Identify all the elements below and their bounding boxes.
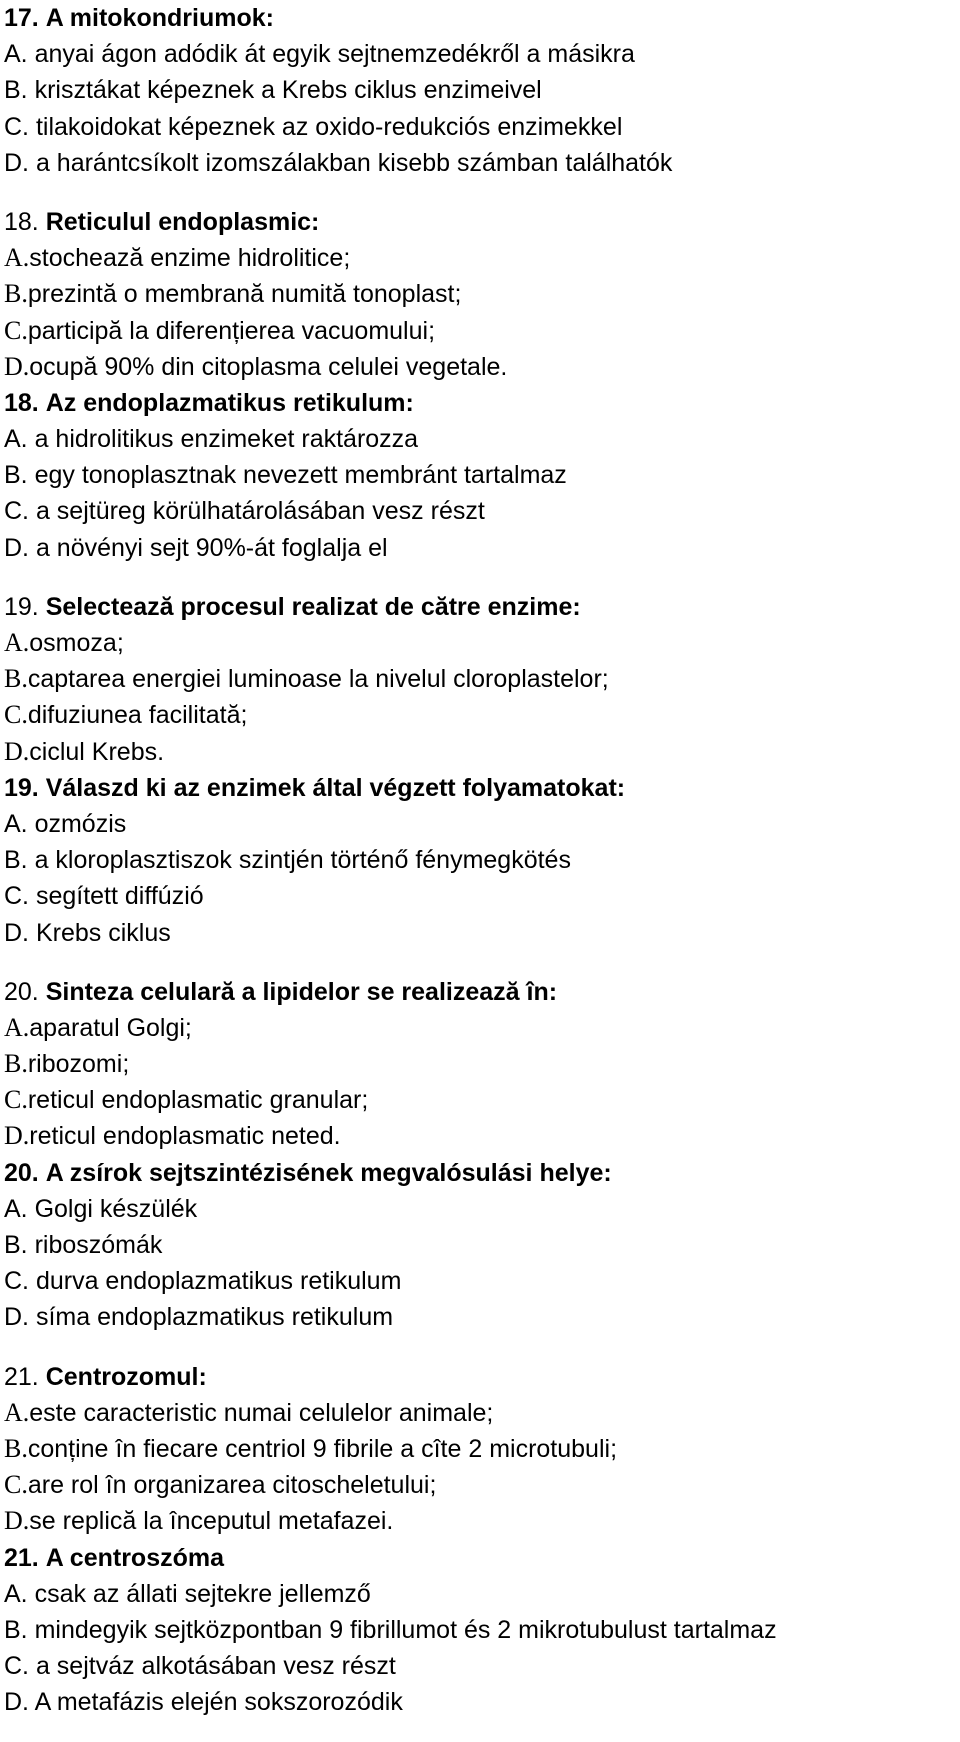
question-number: 20. xyxy=(4,977,39,1006)
answer-option xyxy=(4,493,960,529)
answer-option xyxy=(4,878,960,914)
option-letter: C. xyxy=(4,497,29,526)
answer-option xyxy=(4,240,960,276)
option-text: a sejtüreg körülhatárolásában vesz részt xyxy=(35,497,485,526)
answer-option xyxy=(4,915,960,951)
answer-option xyxy=(4,1191,960,1227)
answer-option xyxy=(4,1299,960,1335)
option-letter: D. xyxy=(4,533,29,562)
option-text: este caracteristic numai celulelor animale; xyxy=(29,1398,494,1427)
option-text: A metafázis elején sokszorozódik xyxy=(34,1688,403,1717)
option-text: Golgi készülék xyxy=(34,1194,198,1223)
answer-option xyxy=(4,1227,960,1263)
option-letter: D. xyxy=(4,1303,29,1332)
question-text: A zsírok sejtszintézisének megvalósulási helye: xyxy=(45,1158,612,1187)
answer-option xyxy=(4,1648,960,1684)
question-block xyxy=(4,974,960,1155)
answer-option xyxy=(4,1576,960,1612)
option-letter: A. xyxy=(4,243,30,273)
answer-option xyxy=(4,1684,960,1720)
option-letter: A. xyxy=(4,628,30,657)
option-letter: A. xyxy=(4,1397,30,1427)
question-text: Az endoplazmatikus retikulum: xyxy=(45,388,414,417)
answer-option xyxy=(4,1082,960,1118)
option-text: osmoza; xyxy=(29,629,124,657)
option-letter: D. xyxy=(4,918,29,947)
option-text: ciclul Krebs. xyxy=(29,737,165,766)
option-text: síma endoplazmatikus retikulum xyxy=(35,1303,394,1332)
option-letter: D. xyxy=(4,1121,30,1151)
option-letter: B. xyxy=(4,1615,28,1644)
question-number: 20. xyxy=(4,1158,39,1187)
answer-option xyxy=(4,734,960,770)
question-text: Centrozomul: xyxy=(45,1362,207,1391)
answer-option xyxy=(4,1431,960,1467)
option-letter: B. xyxy=(4,846,28,875)
question-number: 17. xyxy=(4,4,39,32)
option-letter: A. xyxy=(4,1579,28,1608)
option-letter: A. xyxy=(4,40,28,69)
answer-option xyxy=(4,530,960,566)
question-title xyxy=(4,0,960,36)
option-text: anyai ágon adódik át egyik sejtnemzedékről a másikra xyxy=(34,40,635,69)
answer-option xyxy=(4,109,960,145)
option-text: difuziunea facilitată; xyxy=(27,701,248,730)
answer-option xyxy=(4,842,960,878)
option-letter: C. xyxy=(4,1085,28,1115)
option-letter: C. xyxy=(4,315,28,345)
question-number: 18. xyxy=(4,207,39,236)
option-letter: D. xyxy=(4,351,30,381)
question-text: Válaszd ki az enzimek által végzett folyamatokat: xyxy=(45,773,626,802)
question-title xyxy=(4,1155,960,1191)
block-gap xyxy=(4,951,960,974)
question-block xyxy=(4,1540,960,1721)
option-letter: A. xyxy=(4,425,28,454)
question-title xyxy=(4,385,960,421)
option-letter: C. xyxy=(4,1267,29,1296)
option-text: aparatul Golgi; xyxy=(29,1013,192,1042)
option-letter: A. xyxy=(4,1012,30,1042)
question-block xyxy=(4,204,960,385)
question-title xyxy=(4,1359,960,1395)
option-letter: D. xyxy=(4,736,30,766)
question-number: 19. xyxy=(4,773,39,802)
option-letter: B. xyxy=(4,76,28,105)
answer-option xyxy=(4,1503,960,1539)
option-letter: B. xyxy=(4,1231,28,1259)
option-text: riboszómák xyxy=(34,1231,163,1259)
option-text: segített diffúzió xyxy=(35,882,204,911)
answer-option xyxy=(4,1395,960,1431)
answer-option xyxy=(4,145,960,181)
question-block xyxy=(4,1359,960,1540)
option-letter: B. xyxy=(4,461,28,490)
question-number: 18. xyxy=(4,388,39,417)
option-text: krisztákat képeznek a Krebs ciklus enzimeivel xyxy=(34,76,542,105)
option-text: ocupă 90% din citoplasma celulei vegetale. xyxy=(29,352,508,381)
option-text: mindegyik sejtközpontban 9 fibrillumot és 2 mikrotubulust tartalmaz xyxy=(34,1615,777,1644)
option-text: egy tonoplasztnak nevezett membránt tartalmaz xyxy=(34,461,567,490)
block-gap xyxy=(4,566,960,589)
question-text: Reticulul endoplasmic: xyxy=(45,207,320,236)
question-text: A mitokondriumok: xyxy=(45,4,274,32)
answer-option xyxy=(4,1010,960,1046)
option-text: tilakoidokat képeznek az oxido-redukciós enzimekkel xyxy=(35,112,623,141)
option-text: captarea energiei luminoase la nivelul cloroplastelor; xyxy=(27,665,609,694)
answer-option xyxy=(4,421,960,457)
option-text: a hidrolitikus enzimeket raktározza xyxy=(34,425,419,454)
answer-option xyxy=(4,806,960,842)
answer-option xyxy=(4,36,960,72)
question-block xyxy=(4,0,960,181)
answer-option xyxy=(4,697,960,733)
option-text: se replică la începutul metafazei. xyxy=(29,1507,394,1536)
option-letter: A. xyxy=(4,1194,28,1223)
option-text: are rol în organizarea citoscheletului; xyxy=(27,1471,437,1500)
option-text: durva endoplazmatikus retikulum xyxy=(35,1267,402,1296)
option-text: a harántcsíkolt izomszálakban kisebb számban találhatók xyxy=(35,148,673,177)
question-text: Selectează procesul realizat de către enzime: xyxy=(45,592,581,621)
answer-option xyxy=(4,1467,960,1503)
question-number: 19. xyxy=(4,592,39,621)
question-block xyxy=(4,1155,960,1336)
option-text: conține în fiecare centriol 9 fibrile a cîte 2 microtubuli; xyxy=(27,1434,618,1463)
option-letter: B. xyxy=(4,279,28,309)
option-text: ozmózis xyxy=(34,809,127,838)
question-title xyxy=(4,589,960,625)
option-text: prezintă o membrană numită tonoplast; xyxy=(27,280,462,309)
question-block xyxy=(4,770,960,951)
option-letter: A. xyxy=(4,809,28,838)
answer-option xyxy=(4,276,960,312)
option-text: Krebs ciklus xyxy=(35,918,171,947)
answer-option xyxy=(4,72,960,108)
answer-option xyxy=(4,1046,960,1082)
option-text: a kloroplasztiszok szintjén történő fénymegkötés xyxy=(34,846,571,875)
option-letter: D. xyxy=(4,1506,30,1536)
question-text: A centroszóma xyxy=(45,1543,225,1572)
option-letter: C. xyxy=(4,1652,29,1681)
answer-option xyxy=(4,349,960,385)
option-text: a növényi sejt 90%-át foglalja el xyxy=(35,533,388,562)
question-title xyxy=(4,1540,960,1576)
question-block xyxy=(4,385,960,566)
question-title xyxy=(4,770,960,806)
option-text: a sejtváz alkotásában vesz részt xyxy=(35,1652,396,1681)
option-letter: C. xyxy=(4,112,29,141)
option-letter: B. xyxy=(4,1049,28,1079)
question-block xyxy=(4,589,960,770)
question-number: 21. xyxy=(4,1362,39,1391)
option-letter: C. xyxy=(4,882,29,911)
option-letter: D. xyxy=(4,1688,29,1717)
option-letter: D. xyxy=(4,148,29,177)
question-text: Sinteza celulară a lipidelor se realizează în: xyxy=(45,977,558,1006)
option-text: reticul endoplasmatic granular; xyxy=(27,1086,369,1115)
block-gap xyxy=(4,1336,960,1359)
question-number: 21. xyxy=(4,1543,39,1572)
option-text: ribozomi; xyxy=(27,1050,130,1079)
option-text: csak az állati sejtekre jellemző xyxy=(34,1579,371,1608)
option-letter: C. xyxy=(4,1470,28,1500)
question-title xyxy=(4,204,960,240)
option-text: reticul endoplasmatic neted. xyxy=(29,1122,341,1151)
option-letter: C. xyxy=(4,700,28,730)
answer-option xyxy=(4,1612,960,1648)
block-gap xyxy=(4,181,960,204)
option-letter: B. xyxy=(4,1433,28,1463)
option-letter: B. xyxy=(4,664,28,694)
option-text: stochează enzime hidrolitice; xyxy=(29,244,351,273)
answer-option xyxy=(4,457,960,493)
question-title xyxy=(4,974,960,1010)
answer-option xyxy=(4,313,960,349)
answer-option xyxy=(4,1263,960,1299)
option-text: participă la diferențierea vacuomului; xyxy=(27,316,436,345)
answer-option xyxy=(4,661,960,697)
answer-option xyxy=(4,1118,960,1154)
answer-option xyxy=(4,625,960,661)
